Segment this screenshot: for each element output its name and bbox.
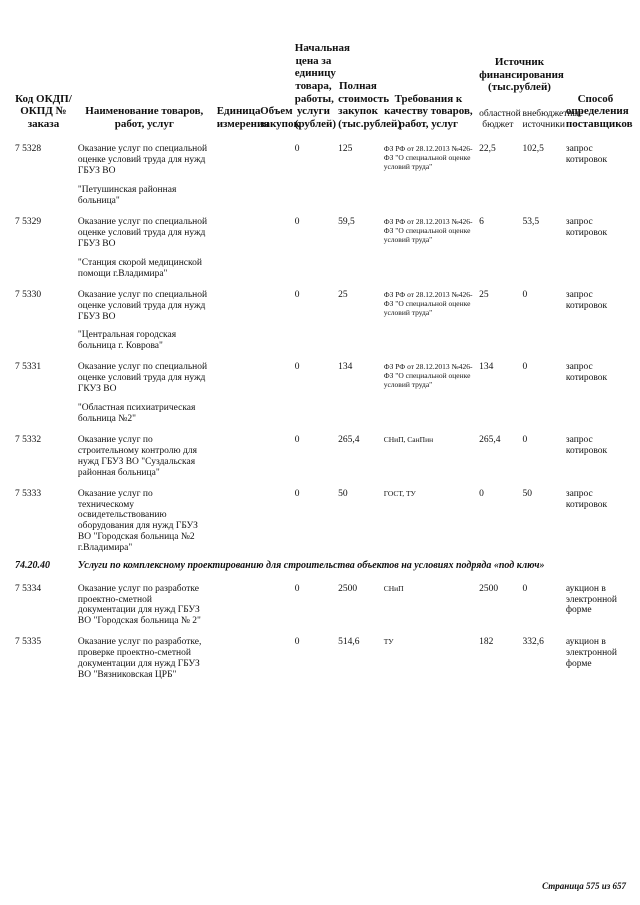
unit-price: 0 [294, 488, 300, 499]
order-code [12, 354, 75, 427]
quality-requirements: ТУ [383, 637, 394, 647]
funding-regional: 6 [479, 217, 484, 228]
okdp-code: 7 [15, 362, 20, 373]
item-name-cell [75, 427, 214, 481]
funding-extra: 53,5 [522, 217, 540, 228]
item-name: Оказание услуг по разработке, проверке проектно-сметной документации для нужд ГБУЗ ВО "Вязниковская ЦРБ" [77, 637, 202, 681]
funding-regional: 0 [479, 488, 484, 499]
unit [214, 282, 257, 355]
table-row [12, 629, 628, 683]
header-code: Код ОКДП/ ОКПД № заказа [15, 92, 72, 130]
procurement-method: запрос котировок [565, 488, 608, 510]
total-cost: 2500 [338, 583, 358, 594]
funding-extra: 0 [522, 583, 528, 594]
unit-price: 0 [294, 362, 300, 373]
table-row [12, 282, 628, 355]
unit-price: 0 [294, 434, 300, 445]
volume [257, 209, 292, 282]
customer-organization: "Станция скорой медицинской помощи г.Владимира" [77, 257, 202, 279]
total-cost: 134 [338, 362, 353, 373]
item-name: Оказание услуг по разработке проектно-сметной документации для нужд ГБУЗ ВО "Городская больница № 2" [77, 583, 201, 627]
table-row [12, 136, 628, 209]
procurement-method: запрос котировок [565, 144, 608, 166]
header-name: Наименование товаров, работ, услуг [85, 105, 204, 130]
total-cost: 50 [338, 488, 348, 499]
item-name-cell [75, 481, 214, 557]
funding-regional: 265,4 [479, 434, 501, 445]
order-code [12, 282, 75, 355]
okdp-code: 7 [15, 637, 20, 648]
procurement-method: запрос котировок [565, 289, 608, 311]
volume [257, 576, 292, 630]
unit [214, 354, 257, 427]
order-number: 5335 [22, 637, 42, 648]
funding-extra: 332,6 [522, 637, 544, 648]
order-code [12, 427, 75, 481]
section-code: 74.20.40 [15, 560, 50, 572]
quality-requirements: ФЗ РФ от 28.12.2013 №426-ФЗ "О специальной оценке условий труда" [383, 362, 473, 390]
okdp-code: 7 [15, 434, 20, 445]
okdp-code: 7 [15, 488, 20, 499]
table-body-bottom [12, 576, 628, 683]
item-name: Оказание услуг по техническому освидетельствованию оборудования для нужд ГБУЗ ВО "Городская больница №2 г.Владимира" [77, 488, 198, 554]
item-name: Оказание услуг по строительному контролю для нужд ГБУЗ ВО "Суздальская районная больница" [77, 434, 197, 478]
header-funding-regional: областной бюджет [479, 108, 521, 130]
funding-regional: 182 [479, 637, 494, 648]
quality-requirements: СНиП [383, 583, 404, 593]
procurement-method: аукцион в электронной форме [565, 583, 617, 616]
header-method: Способ определения поставщиков [565, 92, 633, 130]
volume [257, 136, 292, 209]
item-name-cell [75, 282, 214, 355]
quality-requirements: ФЗ РФ от 28.12.2013 №426-ФЗ "О специальной оценке условий труда" [383, 144, 473, 172]
quality-requirements: ФЗ РФ от 28.12.2013 №426-ФЗ "О специальной оценке условий труда" [383, 217, 473, 245]
quality-requirements: СНиП, СанПин [383, 434, 434, 444]
item-name-cell [75, 209, 214, 282]
customer-organization: "Петушинская районная больница" [77, 185, 177, 207]
table-row [12, 209, 628, 282]
procurement-method: аукцион в электронной форме [565, 637, 617, 670]
unit [214, 576, 257, 630]
table-row [12, 427, 628, 481]
total-cost: 265,4 [338, 434, 360, 445]
procurement-table [12, 40, 633, 683]
funding-regional: 25 [479, 289, 489, 300]
order-code [12, 481, 75, 557]
header-unit: Единица измерения [216, 105, 270, 130]
page-number: Страница 575 из 657 [542, 881, 626, 891]
header-unit-price: Начальная цена за единицу товара, работы, услуги (рублей) [294, 42, 350, 130]
table-row [12, 481, 628, 557]
unit-price: 0 [294, 217, 300, 228]
item-name-cell [75, 136, 214, 209]
unit [214, 481, 257, 557]
order-number: 5330 [22, 289, 42, 300]
unit-price: 0 [294, 583, 300, 594]
table-row [12, 576, 628, 630]
okdp-code: 7 [15, 144, 20, 155]
table-row [12, 354, 628, 427]
unit [214, 209, 257, 282]
order-code [12, 576, 75, 630]
item-name-cell [75, 354, 214, 427]
order-number: 5333 [22, 488, 42, 499]
table-section [12, 556, 628, 576]
item-name: Оказание услуг по специальной оценке условий труда для нужд ГБУЗ ВО [77, 217, 208, 249]
volume [257, 427, 292, 481]
header-requirements: Требования к качеству товаров, работ, услуг [384, 92, 473, 130]
funding-extra: 102,5 [522, 144, 544, 155]
order-code [12, 136, 75, 209]
funding-regional: 134 [479, 362, 494, 373]
order-code [12, 629, 75, 683]
volume [257, 354, 292, 427]
okdp-code: 7 [15, 217, 20, 228]
quality-requirements: ФЗ РФ от 28.12.2013 №426-ФЗ "О специальной оценке условий труда" [383, 289, 473, 317]
unit-price: 0 [294, 637, 300, 648]
item-name: Оказание услуг по специальной оценке условий труда для нужд ГКУЗ ВО [77, 362, 208, 395]
section-title: Услуги по комплексному проектированию для строительства объектов на условиях подряда «под ключ» [77, 560, 545, 572]
funding-regional: 2500 [479, 583, 499, 594]
funding-regional: 22,5 [479, 144, 496, 155]
procurement-method: запрос котировок [565, 217, 608, 239]
order-number: 5331 [22, 362, 42, 373]
section-row [12, 556, 628, 576]
order-number: 5328 [22, 144, 42, 155]
funding-extra: 0 [522, 434, 528, 445]
procurement-method: запрос котировок [565, 362, 608, 384]
okdp-code: 7 [15, 289, 20, 300]
customer-organization: "Областная психиатрическая больница №2" [77, 403, 196, 424]
table-body-top [12, 136, 628, 556]
item-name: Оказание услуг по специальной оценке условий труда для нужд ГБУЗ ВО [77, 289, 208, 322]
unit [214, 136, 257, 209]
order-number: 5332 [22, 434, 42, 445]
funding-extra: 0 [522, 289, 528, 300]
item-name-cell [75, 576, 214, 630]
header-volume: Объем закупок [260, 105, 300, 130]
unit-price: 0 [294, 144, 300, 155]
unit [214, 427, 257, 481]
total-cost: 125 [338, 144, 353, 155]
total-cost: 514,6 [338, 637, 360, 648]
unit-price: 0 [294, 289, 300, 300]
item-name-cell [75, 629, 214, 683]
customer-organization: "Центральная городская больница г. Коврова" [77, 330, 177, 352]
order-number: 5334 [22, 583, 42, 594]
procurement-method: запрос котировок [565, 434, 608, 456]
volume [257, 282, 292, 355]
volume [257, 629, 292, 683]
quality-requirements: ГОСТ, ТУ [383, 488, 416, 498]
header-total: Полная стоимость закупок (тыс.рублей) [338, 79, 402, 130]
header-funding-extra: внебюджетные источники [522, 108, 584, 130]
total-cost: 59,5 [338, 217, 355, 228]
header-funding: Источник финансирования (тыс.рублей) [479, 56, 564, 94]
okdp-code: 7 [15, 583, 20, 594]
order-code [12, 209, 75, 282]
order-number: 5329 [22, 217, 42, 228]
funding-extra: 50 [522, 488, 532, 499]
item-name: Оказание услуг по специальной оценке условий труда для нужд ГБУЗ ВО [77, 144, 208, 177]
volume [257, 481, 292, 557]
unit [214, 629, 257, 683]
funding-extra: 0 [522, 362, 528, 373]
total-cost: 25 [338, 289, 348, 300]
